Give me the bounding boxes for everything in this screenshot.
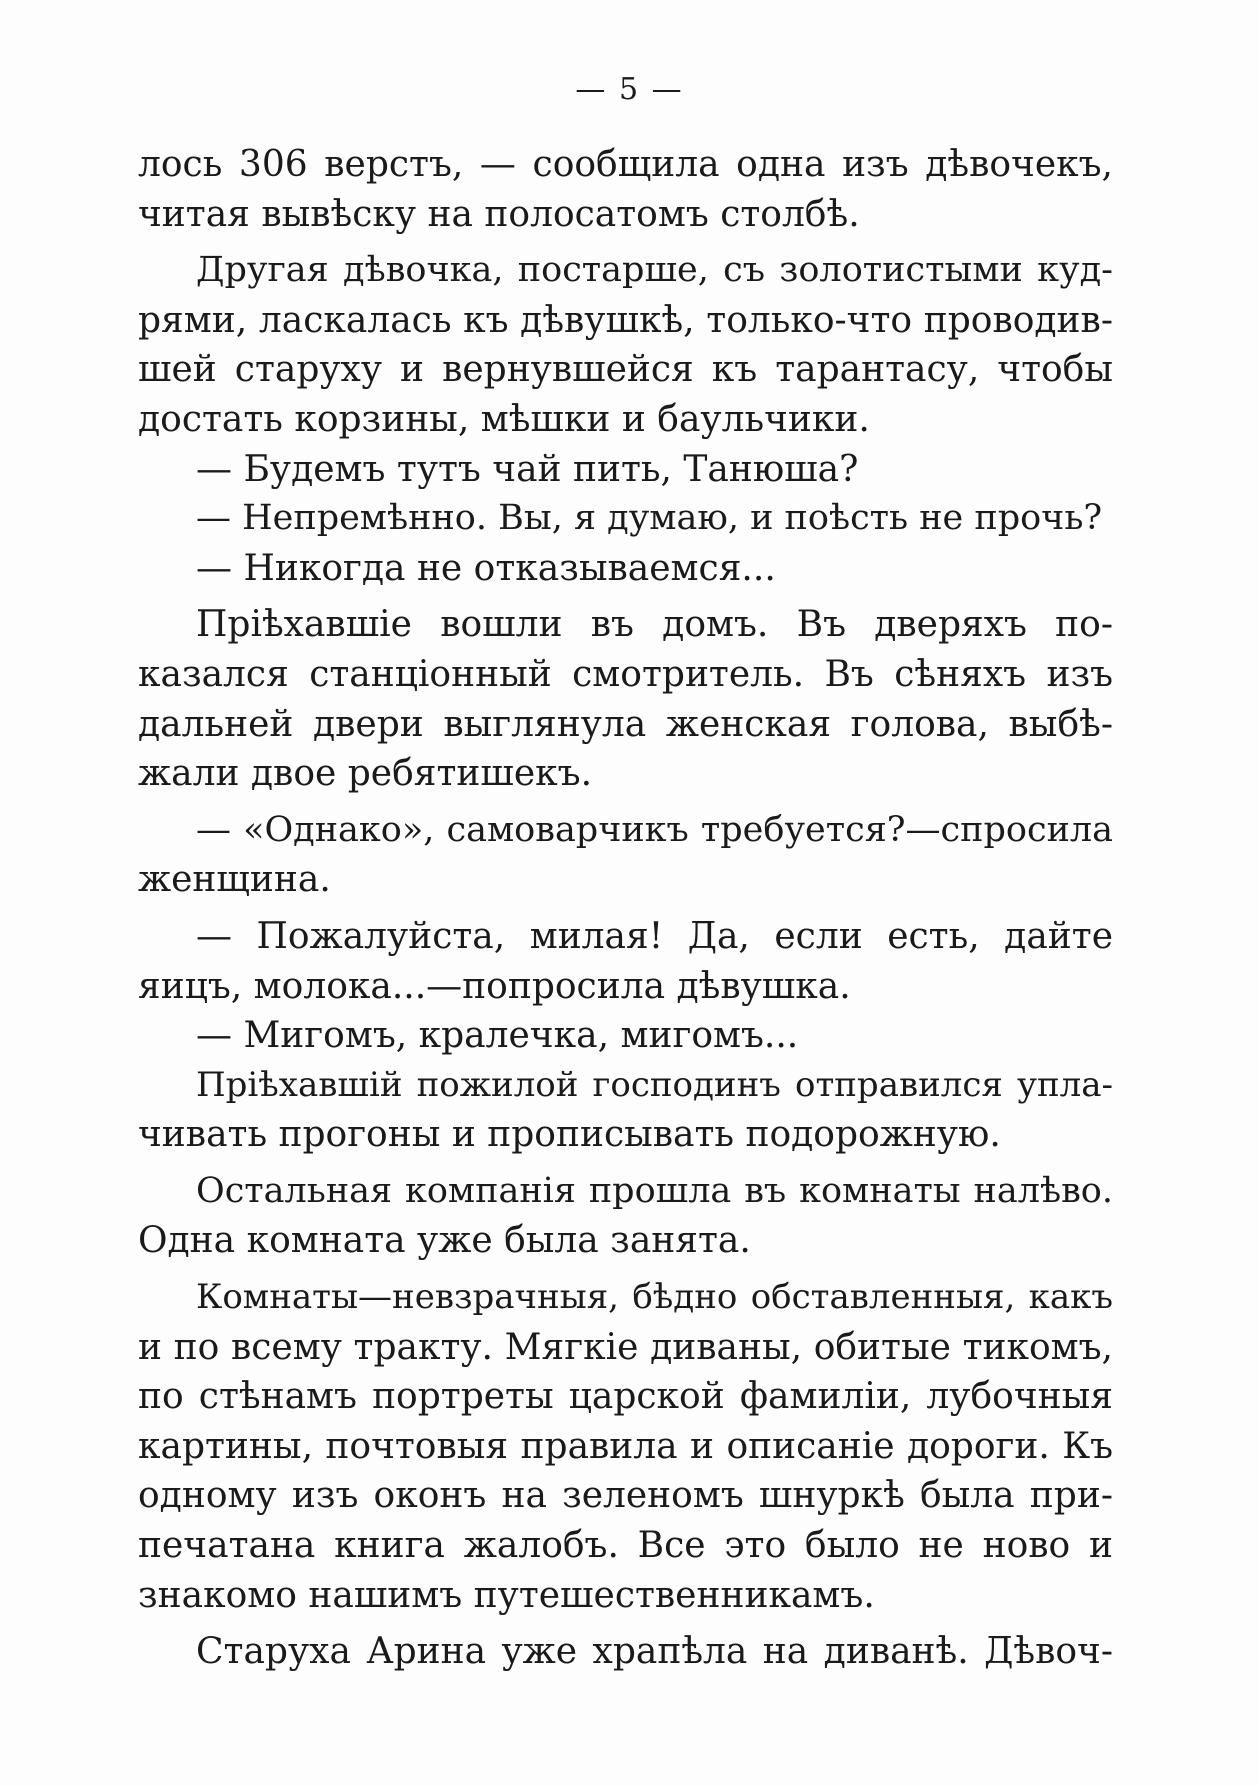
text-line: Другая дѣвочка, постарше, съ золотистыми куд- — [196, 250, 1113, 291]
text-line: картины, почтовыя правила и описаніе дороги. Къ — [138, 1425, 1113, 1467]
text-line: — Мигомъ, кралечка, мигомъ... — [196, 1015, 799, 1057]
text-line: Комнаты—невзрачныя, бѣдно обставленныя, какъ — [196, 1277, 1113, 1318]
text-line: читая вывѣску на полосатомъ столбѣ. — [138, 193, 860, 235]
text-line: женщина. — [138, 859, 331, 901]
text-line: чивать прогоны и прописывать подорожную. — [138, 1114, 1001, 1156]
text-line: дальней двери выглянула женская голова, выбѣ- — [138, 703, 1113, 745]
text-line: жали двое ребятишекъ. — [138, 753, 593, 795]
text-line: — Непремѣнно. Вы, я думаю, и поѣсть не прочь? — [196, 498, 1103, 539]
text-line: лось 306 верстъ, — сообщила одна изъ дѣвочекъ, — [138, 144, 1113, 185]
text-line: Пріѣхавшій пожилой господинъ отправился упла- — [196, 1064, 1113, 1105]
text-line: — «Однако», самоварчикъ требуется?—спросила — [196, 809, 1113, 850]
text-line: знакомо нашимъ путешественникамъ. — [138, 1574, 875, 1616]
text-line: одному изъ оконъ на зеленомъ шнуркѣ была при- — [138, 1475, 1113, 1517]
text-line: казался станціонный смотритель. Въ сѣняхъ изъ — [138, 653, 1113, 695]
text-line: шей старуху и вернувшейся къ тарантасу, чтобы — [138, 349, 1113, 391]
body-text — [138, 140, 1113, 1677]
text-line: печатана книга жалобъ. Все это было не ново и — [138, 1525, 1113, 1567]
text-line: и по всему тракту. Мягкіе диваны, обитые тикомъ, — [138, 1326, 1113, 1368]
text-line: Одна комната уже была занята. — [138, 1220, 751, 1262]
text-line: — Никогда не отказываемся... — [196, 547, 776, 589]
text-line: Старуха Арина уже храпѣла на диванѣ. Дѣвоч- — [196, 1631, 1113, 1673]
text-line: достать корзины, мѣшки и баульчики. — [138, 398, 870, 440]
text-line: Пріѣхавшіе вошли въ домъ. Въ дверяхъ по- — [196, 604, 1113, 646]
text-line: — Пожалуйста, милая! Да, если есть, дайте — [196, 915, 1113, 957]
text-line: Остальная компанія прошла въ комнаты налѣво. — [196, 1170, 1113, 1211]
text-line: рями, ласкалась къ дѣвушкѣ, только-что проводив- — [138, 299, 1113, 341]
text-line: по стѣнамъ портреты царской фамиліи, лубочныя — [138, 1376, 1113, 1418]
text-line: — Будемъ тутъ чай пить, Танюша? — [196, 448, 859, 490]
text-line: яицъ, молока...—попросила дѣвушка. — [138, 965, 851, 1007]
page-number: — 5 — — [575, 72, 684, 107]
